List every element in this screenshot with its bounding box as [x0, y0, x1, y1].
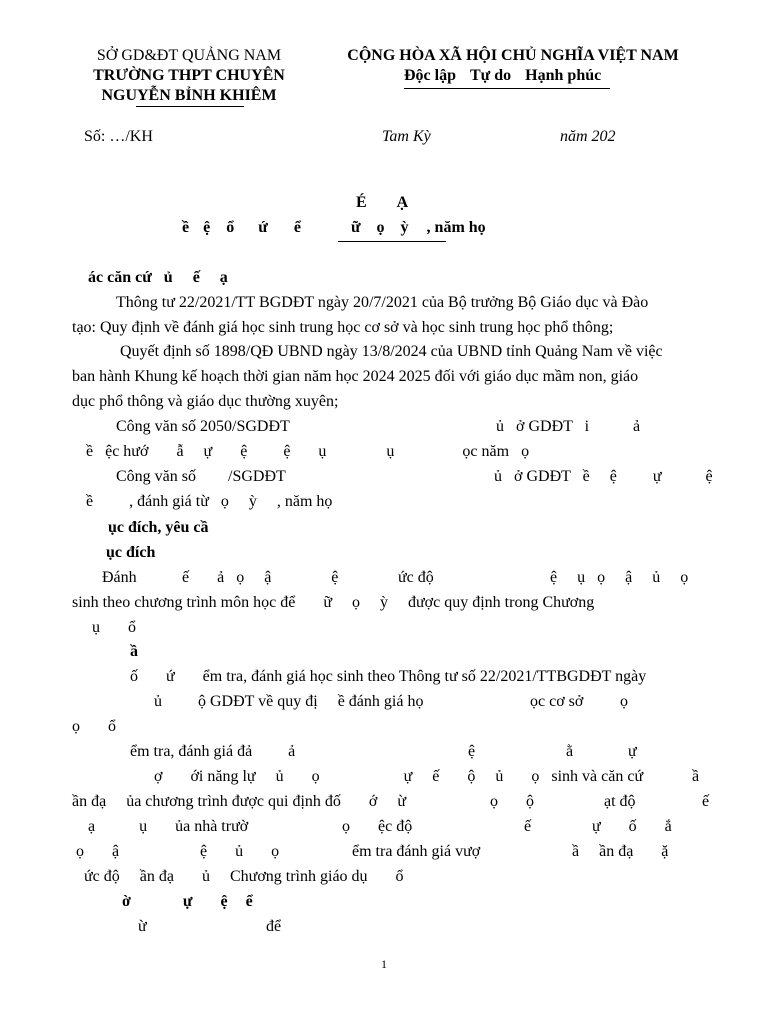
- s2-p2-line2: ủ ộ GDĐT về quy đị ề đánh giá họ: [154, 693, 424, 710]
- s1-p1-line1: Thông tư 22/2021/TT BGDĐT ngày 20/7/2021 của Bộ trưởng Bộ Giáo dục và Đào: [116, 294, 649, 311]
- motto-underline: [404, 88, 610, 89]
- s2-p1-line1b: ế ả ọ ậ ệ: [182, 569, 339, 586]
- place-name: Tam Kỳ: [382, 128, 431, 145]
- s3-heading-part: ự ệ: [182, 893, 228, 910]
- s1-p2-line1: Quyết định số 1898/QĐ UBND ngày 13/8/2024 của UBND tỉnh Quảng Nam về việc: [120, 343, 663, 360]
- school-underline: [136, 106, 244, 107]
- s3-line1a: ừ: [138, 918, 147, 935]
- s3-line1b: để: [266, 918, 282, 935]
- s2-p4-line3b: ọ ệc độ: [342, 818, 413, 835]
- s2-p1-line1a: Đánh: [102, 569, 137, 586]
- s2-p4-line4d: ầ ần đạ ặ: [572, 843, 669, 860]
- section2-sub1: ục đích: [106, 544, 156, 561]
- s2-p4-line5: ức độ ần đạ ủ Chương trình giáo dụ ổ: [84, 868, 404, 885]
- s1-p4-line2: ề , đánh giá từ ọ ỳ , năm họ: [86, 493, 333, 510]
- s2-p4-line3c: ế: [524, 818, 532, 835]
- s1-p2-line2: ban hành Khung kế hoạch thời gian năm học 2024 2025 đối với giáo dục mầm non, giáo: [72, 368, 639, 385]
- title-glyph: ệ: [203, 219, 211, 236]
- s2-p2-line3: ọ ổ: [72, 718, 116, 735]
- title-glyph: , năm họ: [426, 219, 486, 236]
- s2-p4-line2: ần đạ ủa chương trình được qui định đố ớ ừ ọ ộ: [72, 793, 535, 810]
- s1-p2-line3: dục phổ thông và giáo dục thường xuyên;: [72, 393, 339, 410]
- title-glyph: ứ: [258, 219, 268, 236]
- s2-p3-line1b: ệ: [468, 743, 476, 760]
- school-name-line1: TRƯỜNG THPT CHUYÊN: [93, 67, 285, 84]
- title-line2: [182, 218, 486, 238]
- s1-p1-line2: tạo: Quy định về đánh giá học sinh trung học cơ sở và học sinh trung học phổ thông;: [72, 319, 614, 336]
- s2-p4-line4: ọ ậ: [76, 843, 120, 860]
- s1-p3-line1a: Công văn số 2050/SGDĐT: [116, 418, 290, 435]
- motto-part-1: Độc lập: [404, 67, 456, 84]
- s2-p1-line1d: ệ ụ ọ ậ ủ ọ: [550, 569, 689, 586]
- s2-p3-line1d: ự: [628, 743, 637, 760]
- section1-heading: ác căn cứ ủ ế ạ: [88, 269, 228, 286]
- title-char-2: Ạ: [396, 194, 409, 211]
- title-glyph: ọ: [376, 219, 385, 236]
- title-glyph: ề: [182, 219, 190, 236]
- title-underline: [338, 241, 446, 242]
- s2-p4-line2b: ạt độ: [604, 793, 636, 810]
- s2-p1-line1c: ức độ: [398, 569, 434, 586]
- s2-p1-line3: ụ ổ: [92, 619, 136, 636]
- section2-sub2: ầ: [130, 643, 138, 660]
- s2-p1-line2: sinh theo chương trình môn học để ữ ọ ỳ được quy định trong Chương: [72, 594, 595, 611]
- s2-p3-line1a: ểm tra, đánh giá đả ả: [130, 743, 296, 760]
- s2-p2-line1: ố ứ ểm tra, đánh giá học sinh theo Thông tư số 22/2021/TTBGDĐT ngày: [130, 668, 647, 685]
- motto-part-2: Tự do: [470, 67, 512, 84]
- school-name-line2: NGUYỄN BỈNH KHIÊM: [101, 87, 277, 104]
- s2-p4-line4b: ệ ủ ọ: [200, 843, 280, 860]
- s2-p4-line1b: ầ: [692, 768, 700, 785]
- title-glyph: ỳ: [400, 219, 409, 236]
- s3-heading-part: ể: [245, 893, 253, 910]
- s2-p4-line3: ạ ụ ủa nhà trườ: [88, 818, 249, 835]
- s2-p2-line2b: ọc cơ sở: [530, 693, 584, 710]
- title-glyph: ể: [293, 219, 301, 236]
- s2-p4-line1: ợ ới năng lự ủ ọ ự ế ộ ủ ọ sinh và căn cứ: [154, 768, 644, 785]
- nation-title: CỘNG HÒA XÃ HỘI CHỦ NGHĨA VIỆT NAM: [347, 47, 679, 64]
- s2-p4-line2c: ế: [702, 793, 710, 810]
- s3-heading-part: ờ: [122, 893, 131, 910]
- section2-heading: ục đích, yêu cầ: [108, 519, 209, 536]
- title-line1: [356, 193, 408, 213]
- s2-p2-line2c: ọ: [620, 693, 628, 710]
- s1-p3-line1b: ủ ở GDĐT i ả: [496, 418, 641, 435]
- date-text: năm 202: [560, 128, 616, 145]
- section3-heading: [122, 892, 253, 912]
- title-char-1: É: [356, 194, 367, 211]
- page-number: 1: [381, 957, 387, 971]
- s1-p3-line2: ề ệc hướ ẫ ự ệ ệ ụ ụ ọc năm ọ: [86, 443, 530, 460]
- s1-p4-line1b: ủ ở GDĐT ề ệ ự ệ: [494, 468, 713, 485]
- s2-p4-line3d: ự ố ắ: [592, 818, 672, 835]
- title-glyph: ữ: [350, 219, 361, 236]
- title-glyph: ổ: [226, 219, 235, 236]
- s1-p4-line1a: Công văn số /SGDĐT: [116, 468, 286, 485]
- motto-part-3: Hạnh phúc: [525, 67, 602, 84]
- national-motto: [404, 66, 601, 86]
- s2-p3-line1c: ằ: [566, 743, 574, 760]
- s2-p4-line4c: ểm tra đánh giá vượ: [352, 843, 481, 860]
- department-name: SỞ GD&ĐT QUẢNG NAM: [96, 47, 282, 64]
- document-number: Số: …/KH: [84, 128, 153, 145]
